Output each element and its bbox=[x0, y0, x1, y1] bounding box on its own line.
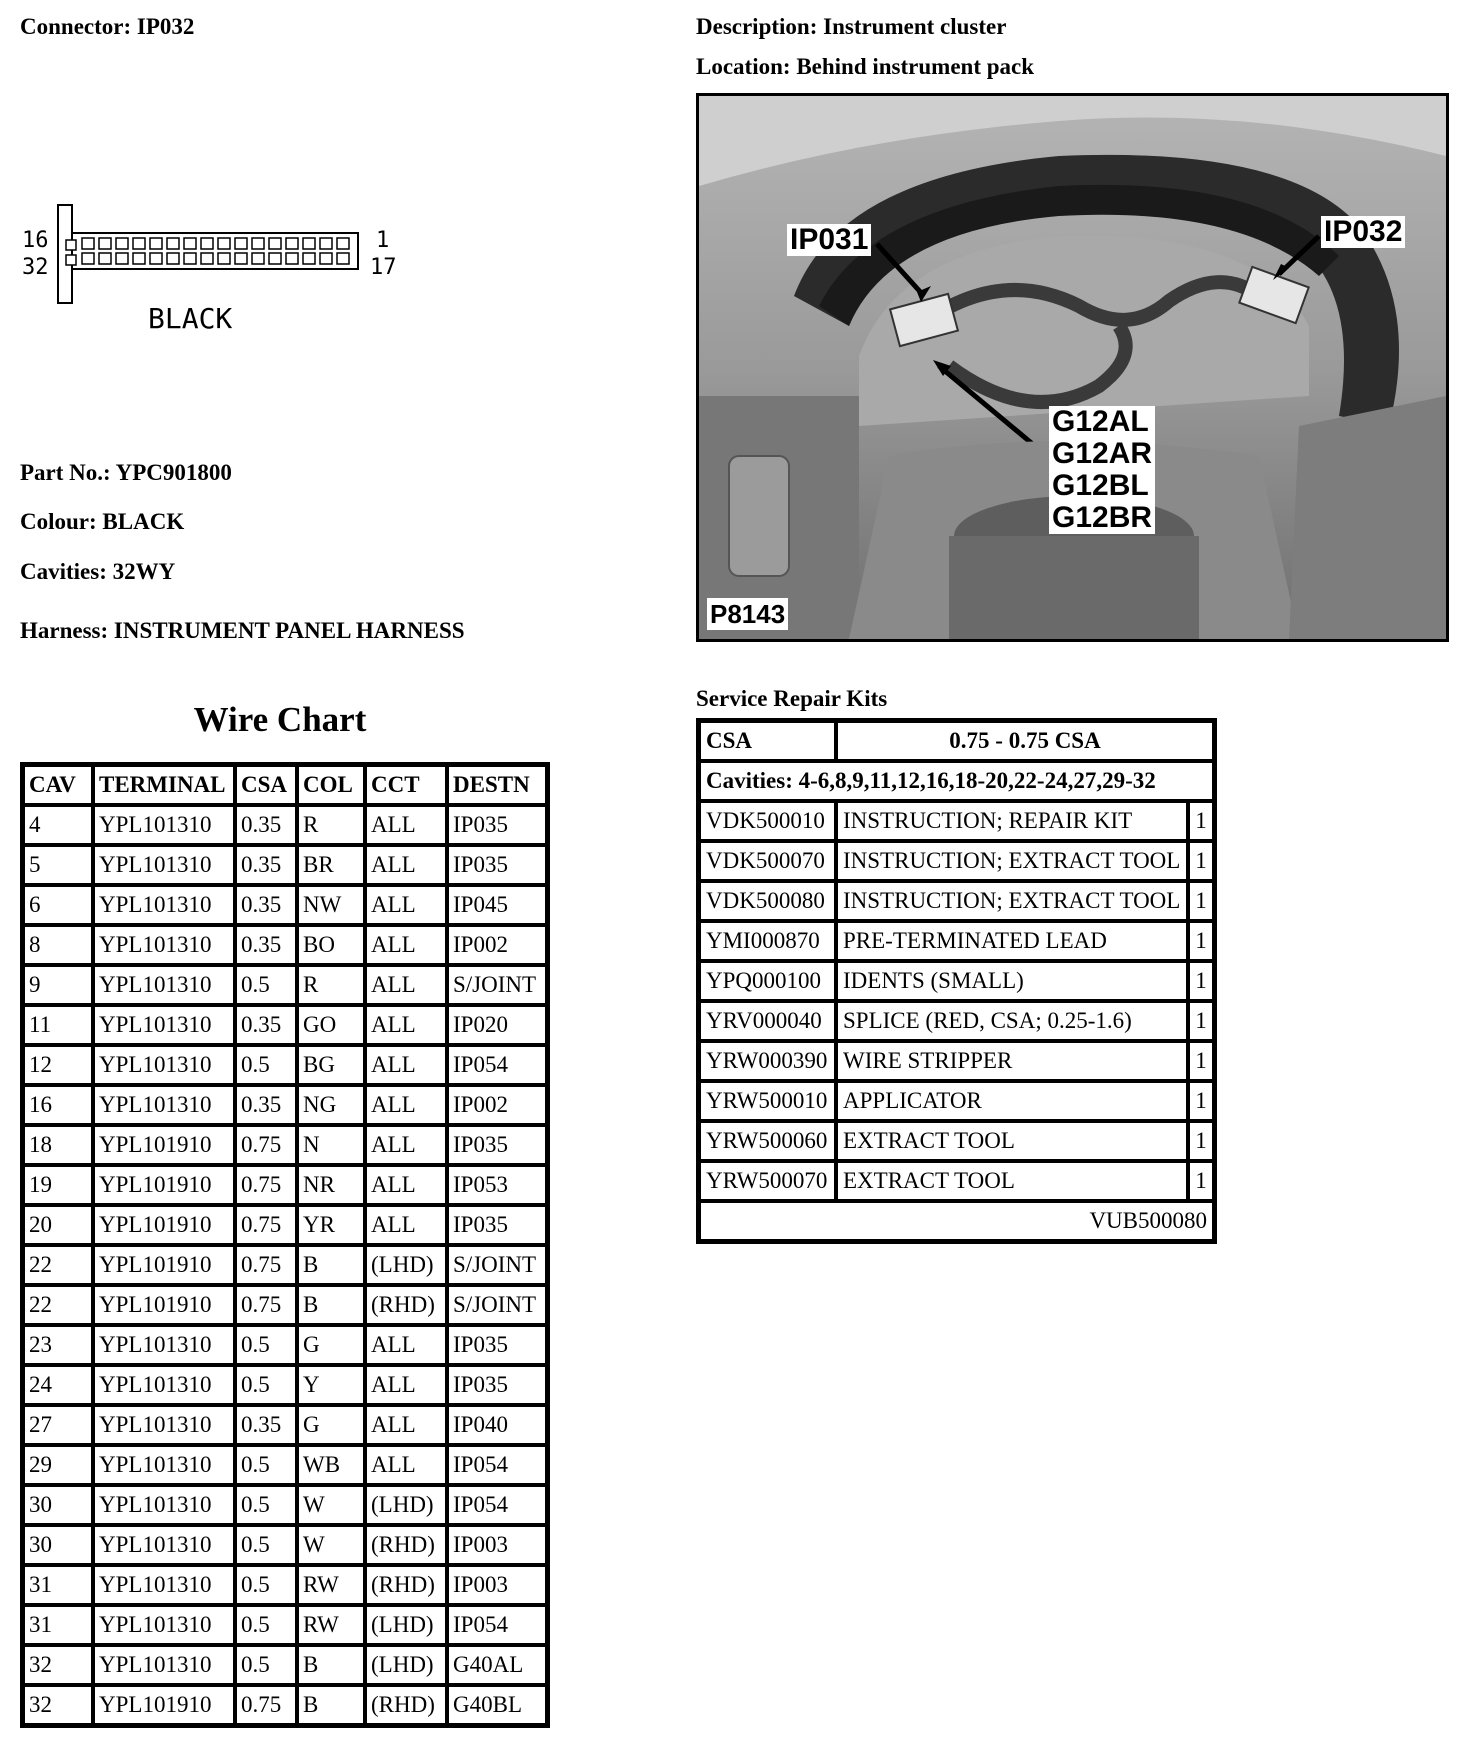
pin-cavity bbox=[116, 253, 128, 264]
wire-cell-col: Y bbox=[297, 1365, 365, 1405]
wire-cell-col: BR bbox=[297, 845, 365, 885]
pin-cavity bbox=[201, 253, 213, 264]
wire-row bbox=[23, 1445, 547, 1485]
wire-cell-terminal: YPL101310 bbox=[93, 1085, 235, 1125]
wire-cell-col: B bbox=[297, 1285, 365, 1325]
wire-row bbox=[23, 1685, 547, 1725]
wire-cell-csa: 0.75 bbox=[235, 1125, 297, 1165]
wire-cell-cct: ALL bbox=[365, 1365, 447, 1405]
wire-cell-cct: ALL bbox=[365, 845, 447, 885]
kit-cell-qty: 1 bbox=[1188, 881, 1214, 921]
callout-ground-group bbox=[1049, 406, 1155, 534]
wire-row bbox=[23, 1645, 547, 1685]
wire-cell-cct: ALL bbox=[365, 1445, 447, 1485]
kit-cell-description: PRE-TERMINATED LEAD bbox=[836, 921, 1188, 961]
pin-cavity bbox=[337, 238, 349, 249]
wire-cell-destn: IP020 bbox=[447, 1005, 547, 1045]
wire-cell-cav: 32 bbox=[23, 1685, 93, 1725]
wire-cell-cct: ALL bbox=[365, 1005, 447, 1045]
wire-cell-cav: 16 bbox=[23, 1085, 93, 1125]
kit-cell-part: YRW500060 bbox=[699, 1121, 836, 1161]
pin-grid bbox=[82, 238, 349, 264]
pin-cavity bbox=[82, 238, 94, 249]
wire-cell-cav: 19 bbox=[23, 1165, 93, 1205]
wire-cell-destn: IP035 bbox=[447, 805, 547, 845]
kit-cell-description: INSTRUCTION; EXTRACT TOOL bbox=[836, 841, 1188, 881]
wire-cell-cct: ALL bbox=[365, 1125, 447, 1165]
kit-cell-part: YRW000390 bbox=[699, 1041, 836, 1081]
kit-item-row bbox=[699, 841, 1214, 881]
pin-cavity bbox=[184, 253, 196, 264]
pin-cavity bbox=[167, 238, 179, 249]
harness-label: Harness: bbox=[20, 618, 109, 643]
wire-cell-csa: 0.35 bbox=[235, 885, 297, 925]
pin-label-top-left: 16 bbox=[22, 228, 49, 253]
wire-cell-destn: IP054 bbox=[447, 1485, 547, 1525]
wire-cell-csa: 0.5 bbox=[235, 1645, 297, 1685]
kit-cell-part: VDK500010 bbox=[699, 801, 836, 841]
pin-cavity bbox=[82, 253, 94, 264]
kit-cell-description: EXTRACT TOOL bbox=[836, 1121, 1188, 1161]
pin-cavity bbox=[252, 238, 264, 249]
wire-cell-destn: IP054 bbox=[447, 1045, 547, 1085]
wire-row bbox=[23, 1205, 547, 1245]
kit-cell-qty: 1 bbox=[1188, 801, 1214, 841]
pin-cavity bbox=[133, 238, 145, 249]
kit-cell-qty: 1 bbox=[1188, 841, 1214, 881]
wire-chart-header-row bbox=[23, 765, 547, 805]
kit-cell-part: YRW500070 bbox=[699, 1161, 836, 1201]
wire-cell-col: N bbox=[297, 1125, 365, 1165]
wire-cell-terminal: YPL101310 bbox=[93, 845, 235, 885]
cavities-label: Cavities: bbox=[20, 559, 107, 584]
wire-cell-terminal: YPL101310 bbox=[93, 1485, 235, 1525]
pin-label-bottom-right: 17 bbox=[370, 255, 397, 280]
instrument-cluster-photo bbox=[696, 93, 1449, 642]
pin-cavity bbox=[167, 253, 179, 264]
wire-cell-cct: (LHD) bbox=[365, 1605, 447, 1645]
wire-cell-cct: ALL bbox=[365, 1165, 447, 1205]
kit-item-row bbox=[699, 1081, 1214, 1121]
wire-row bbox=[23, 1325, 547, 1365]
wire-row bbox=[23, 925, 547, 965]
wire-cell-destn: IP054 bbox=[447, 1445, 547, 1485]
wire-row bbox=[23, 1565, 547, 1605]
kit-cell-description: INSTRUCTION; EXTRACT TOOL bbox=[836, 881, 1188, 921]
wire-cell-cav: 18 bbox=[23, 1125, 93, 1165]
wire-cell-terminal: YPL101910 bbox=[93, 1125, 235, 1165]
kit-item-row bbox=[699, 881, 1214, 921]
wire-cell-destn: IP054 bbox=[447, 1605, 547, 1645]
photo-illustration bbox=[699, 96, 1446, 639]
wire-cell-cct: (RHD) bbox=[365, 1525, 447, 1565]
wire-cell-csa: 0.75 bbox=[235, 1205, 297, 1245]
wire-row bbox=[23, 1125, 547, 1165]
kit-cell-qty: 1 bbox=[1188, 961, 1214, 1001]
pin-cavity bbox=[99, 238, 111, 249]
callout-g12br: G12BR bbox=[1052, 501, 1153, 534]
wire-cell-csa: 0.5 bbox=[235, 1565, 297, 1605]
wire-cell-terminal: YPL101310 bbox=[93, 1565, 235, 1605]
wire-cell-terminal: YPL101310 bbox=[93, 1045, 235, 1085]
wire-cell-cav: 4 bbox=[23, 805, 93, 845]
wire-cell-terminal: YPL101310 bbox=[93, 1325, 235, 1365]
callout-g12al: G12AL bbox=[1052, 406, 1152, 438]
pin-cavity bbox=[218, 253, 230, 264]
wire-cell-terminal: YPL101310 bbox=[93, 1645, 235, 1685]
wire-cell-cav: 30 bbox=[23, 1525, 93, 1565]
wire-cell-col: NR bbox=[297, 1165, 365, 1205]
kit-cell-qty: 1 bbox=[1188, 921, 1214, 961]
wire-cell-cav: 30 bbox=[23, 1485, 93, 1525]
wire-cell-cct: ALL bbox=[365, 1325, 447, 1365]
kit-cell-description: SPLICE (RED, CSA; 0.25-1.6) bbox=[836, 1001, 1188, 1041]
kit-cell-part: VDK500080 bbox=[699, 881, 836, 921]
wire-cell-terminal: YPL101310 bbox=[93, 1405, 235, 1445]
pin-cavity bbox=[303, 238, 315, 249]
connector-value: IP032 bbox=[136, 14, 195, 39]
wire-cell-cav: 22 bbox=[23, 1285, 93, 1325]
wire-cell-csa: 0.75 bbox=[235, 1165, 297, 1205]
kit-number: VUB500080 bbox=[699, 1201, 1214, 1241]
wire-row bbox=[23, 1405, 547, 1445]
wire-cell-destn: IP035 bbox=[447, 1365, 547, 1405]
colour-line bbox=[20, 509, 184, 535]
wire-cell-cct: ALL bbox=[365, 885, 447, 925]
wire-cell-destn: IP035 bbox=[447, 1205, 547, 1245]
pin-cavity bbox=[116, 238, 128, 249]
header-destn: DESTN bbox=[447, 765, 547, 805]
wire-cell-terminal: YPL101910 bbox=[93, 1285, 235, 1325]
wire-cell-col: BG bbox=[297, 1045, 365, 1085]
kit-cell-part: YPQ000100 bbox=[699, 961, 836, 1001]
pin-label-bottom-left: 32 bbox=[22, 255, 49, 280]
connector-heading bbox=[20, 14, 194, 40]
wire-cell-col: R bbox=[297, 805, 365, 845]
wire-cell-cav: 29 bbox=[23, 1445, 93, 1485]
header-cct: CCT bbox=[365, 765, 447, 805]
wire-cell-col: BO bbox=[297, 925, 365, 965]
wire-cell-cct: (LHD) bbox=[365, 1245, 447, 1285]
pin-cavity bbox=[320, 253, 332, 264]
part-no-label: Part No.: bbox=[20, 460, 111, 485]
kit-cell-part: YMI000870 bbox=[699, 921, 836, 961]
header-csa: CSA bbox=[235, 765, 297, 805]
wire-cell-terminal: YPL101310 bbox=[93, 805, 235, 845]
kit-cell-part: YRW500010 bbox=[699, 1081, 836, 1121]
pin-cavity bbox=[235, 238, 247, 249]
wire-cell-cav: 5 bbox=[23, 845, 93, 885]
wire-row bbox=[23, 1045, 547, 1085]
kit-cell-description: APPLICATOR bbox=[836, 1081, 1188, 1121]
wire-chart-title: Wire Chart bbox=[193, 700, 367, 739]
wire-cell-destn: G40AL bbox=[447, 1645, 547, 1685]
wire-cell-col: W bbox=[297, 1525, 365, 1565]
wire-cell-terminal: YPL101310 bbox=[93, 1525, 235, 1565]
connector-face-drawing bbox=[18, 200, 418, 340]
pin-cavity bbox=[252, 253, 264, 264]
pin-cavity bbox=[133, 253, 145, 264]
wire-cell-cct: (LHD) bbox=[365, 1485, 447, 1525]
wire-cell-cav: 27 bbox=[23, 1405, 93, 1445]
wire-cell-csa: 0.75 bbox=[235, 1245, 297, 1285]
wire-cell-cct: ALL bbox=[365, 1085, 447, 1125]
wire-cell-destn: G40BL bbox=[447, 1685, 547, 1725]
kits-cavities-row bbox=[699, 761, 1214, 801]
wire-cell-cav: 9 bbox=[23, 965, 93, 1005]
wire-cell-destn: IP053 bbox=[447, 1165, 547, 1205]
wire-row bbox=[23, 1245, 547, 1285]
wire-cell-csa: 0.35 bbox=[235, 925, 297, 965]
wire-cell-cav: 6 bbox=[23, 885, 93, 925]
pin-cavity bbox=[218, 238, 230, 249]
wire-row bbox=[23, 965, 547, 1005]
wire-cell-col: W bbox=[297, 1485, 365, 1525]
kit-item-row bbox=[699, 1001, 1214, 1041]
wire-cell-terminal: YPL101310 bbox=[93, 965, 235, 1005]
wire-cell-csa: 0.35 bbox=[235, 1405, 297, 1445]
wire-cell-cct: ALL bbox=[365, 1205, 447, 1245]
wire-cell-col: GO bbox=[297, 1005, 365, 1045]
wire-cell-csa: 0.75 bbox=[235, 1685, 297, 1725]
header-terminal: TERMINAL bbox=[93, 765, 235, 805]
wire-cell-cct: ALL bbox=[365, 1405, 447, 1445]
kit-item-row bbox=[699, 1161, 1214, 1201]
wire-cell-cct: (RHD) bbox=[365, 1685, 447, 1725]
wire-cell-destn: IP002 bbox=[447, 925, 547, 965]
pin-cavity bbox=[150, 253, 162, 264]
wire-row bbox=[23, 805, 547, 845]
kits-csa-row bbox=[699, 721, 1214, 761]
wire-row bbox=[23, 1005, 547, 1045]
kit-cell-part: YRV000040 bbox=[699, 1001, 836, 1041]
wire-row bbox=[23, 1605, 547, 1645]
wire-cell-col: WB bbox=[297, 1445, 365, 1485]
wire-cell-col: G bbox=[297, 1325, 365, 1365]
pin-cavity bbox=[269, 253, 281, 264]
wire-cell-destn: IP035 bbox=[447, 1125, 547, 1165]
wire-chart-table bbox=[20, 762, 550, 1728]
wire-cell-cav: 32 bbox=[23, 1645, 93, 1685]
wire-row bbox=[23, 1485, 547, 1525]
connector-colour-label: BLACK bbox=[148, 302, 233, 335]
wire-row bbox=[23, 1525, 547, 1565]
wire-cell-terminal: YPL101910 bbox=[93, 1165, 235, 1205]
callout-g12bl: G12BL bbox=[1052, 470, 1152, 502]
wire-row bbox=[23, 1285, 547, 1325]
wire-cell-terminal: YPL101310 bbox=[93, 885, 235, 925]
wire-cell-cav: 23 bbox=[23, 1325, 93, 1365]
kits-cavities-text: Cavities: 4-6,8,9,11,12,16,18-20,22-24,27,29-32 bbox=[699, 761, 1214, 801]
pin-cavity bbox=[184, 238, 196, 249]
wire-cell-terminal: YPL101910 bbox=[93, 1205, 235, 1245]
kit-cell-qty: 1 bbox=[1188, 1121, 1214, 1161]
wire-row bbox=[23, 1165, 547, 1205]
description-value: Instrument cluster bbox=[823, 14, 1007, 39]
wire-cell-terminal: YPL101910 bbox=[93, 1245, 235, 1285]
location-label: Location: bbox=[696, 54, 791, 79]
pin-cavity bbox=[201, 238, 213, 249]
wire-cell-cav: 22 bbox=[23, 1245, 93, 1285]
wire-cell-csa: 0.35 bbox=[235, 1005, 297, 1045]
wire-cell-destn: IP002 bbox=[447, 1085, 547, 1125]
kit-item-row bbox=[699, 921, 1214, 961]
wire-cell-destn: IP035 bbox=[447, 845, 547, 885]
kits-csa-value: 0.75 - 0.75 CSA bbox=[836, 721, 1214, 761]
wire-row bbox=[23, 1085, 547, 1125]
service-repair-kits-title: Service Repair Kits bbox=[696, 686, 888, 711]
harness-line bbox=[20, 618, 465, 644]
wire-cell-col: NG bbox=[297, 1085, 365, 1125]
wire-cell-csa: 0.75 bbox=[235, 1285, 297, 1325]
kit-cell-qty: 1 bbox=[1188, 1081, 1214, 1121]
wire-cell-col: RW bbox=[297, 1565, 365, 1605]
wire-cell-csa: 0.5 bbox=[235, 1445, 297, 1485]
kit-cell-description: INSTRUCTION; REPAIR KIT bbox=[836, 801, 1188, 841]
callout-ip032: IP032 bbox=[1321, 216, 1405, 248]
wire-row bbox=[23, 845, 547, 885]
wire-cell-col: B bbox=[297, 1685, 365, 1725]
wire-cell-cav: 24 bbox=[23, 1365, 93, 1405]
pin-cavity bbox=[303, 253, 315, 264]
wire-cell-col: R bbox=[297, 965, 365, 1005]
kit-cell-description: IDENTS (SMALL) bbox=[836, 961, 1188, 1001]
kit-cell-qty: 1 bbox=[1188, 1041, 1214, 1081]
wire-cell-col: NW bbox=[297, 885, 365, 925]
wire-cell-csa: 0.35 bbox=[235, 1085, 297, 1125]
kit-item-row bbox=[699, 961, 1214, 1001]
wire-cell-terminal: YPL101310 bbox=[93, 1005, 235, 1045]
cavities-value: 32WY bbox=[112, 559, 176, 584]
callout-ip031: IP031 bbox=[787, 224, 871, 256]
kit-cell-qty: 1 bbox=[1188, 1001, 1214, 1041]
wire-cell-cct: ALL bbox=[365, 805, 447, 845]
kit-item-row bbox=[699, 801, 1214, 841]
wire-cell-cav: 31 bbox=[23, 1565, 93, 1605]
callout-g12ar: G12AR bbox=[1052, 437, 1153, 470]
wire-cell-destn: S/JOINT bbox=[447, 965, 547, 1005]
wire-cell-col: G bbox=[297, 1405, 365, 1445]
wire-cell-terminal: YPL101310 bbox=[93, 1605, 235, 1645]
wire-cell-terminal: YPL101310 bbox=[93, 1365, 235, 1405]
kit-cell-description: EXTRACT TOOL bbox=[836, 1161, 1188, 1201]
wire-cell-csa: 0.35 bbox=[235, 805, 297, 845]
wire-cell-csa: 0.35 bbox=[235, 845, 297, 885]
wire-cell-csa: 0.5 bbox=[235, 1365, 297, 1405]
pin-cavity bbox=[99, 253, 111, 264]
wire-cell-destn: S/JOINT bbox=[447, 1245, 547, 1285]
kits-footer-row bbox=[699, 1201, 1214, 1241]
wire-cell-cct: (RHD) bbox=[365, 1285, 447, 1325]
cavities-line bbox=[20, 559, 175, 585]
wire-cell-terminal: YPL101310 bbox=[93, 925, 235, 965]
kit-item-row bbox=[699, 1041, 1214, 1081]
connector-label: Connector: bbox=[20, 14, 132, 39]
pin-cavity bbox=[269, 238, 281, 249]
colour-value: BLACK bbox=[102, 509, 185, 534]
wire-chart-body bbox=[23, 805, 547, 1725]
pin-cavity bbox=[286, 238, 298, 249]
pin-cavity bbox=[337, 253, 349, 264]
wire-cell-col: RW bbox=[297, 1605, 365, 1645]
wire-cell-cct: (RHD) bbox=[365, 1565, 447, 1605]
figure-id: P8143 bbox=[707, 598, 788, 630]
pin-cavity bbox=[286, 253, 298, 264]
wire-cell-cav: 12 bbox=[23, 1045, 93, 1085]
wire-cell-cct: ALL bbox=[365, 965, 447, 1005]
wire-row bbox=[23, 885, 547, 925]
wire-cell-csa: 0.5 bbox=[235, 1605, 297, 1645]
header-cav: CAV bbox=[23, 765, 93, 805]
wire-row bbox=[23, 1365, 547, 1405]
wire-cell-csa: 0.5 bbox=[235, 1325, 297, 1365]
wire-cell-cav: 8 bbox=[23, 925, 93, 965]
service-repair-kits-table bbox=[696, 718, 1217, 1244]
wire-cell-destn: IP035 bbox=[447, 1325, 547, 1365]
part-no-value: YPC901800 bbox=[115, 460, 232, 485]
connector-diagram bbox=[18, 200, 418, 340]
wire-cell-col: YR bbox=[297, 1205, 365, 1245]
wire-cell-destn: IP040 bbox=[447, 1405, 547, 1445]
harness-value: INSTRUMENT PANEL HARNESS bbox=[113, 618, 465, 643]
wire-cell-csa: 0.5 bbox=[235, 1045, 297, 1085]
wire-cell-destn: S/JOINT bbox=[447, 1285, 547, 1325]
description-heading bbox=[696, 14, 1006, 40]
kit-cell-part: VDK500070 bbox=[699, 841, 836, 881]
wire-cell-col: B bbox=[297, 1245, 365, 1285]
kit-item-row bbox=[699, 1121, 1214, 1161]
wire-cell-destn: IP003 bbox=[447, 1525, 547, 1565]
wire-cell-csa: 0.5 bbox=[235, 1485, 297, 1525]
wire-cell-terminal: YPL101310 bbox=[93, 1445, 235, 1485]
kits-csa-label: CSA bbox=[699, 721, 836, 761]
pin-label-top-right: 1 bbox=[376, 228, 390, 253]
wire-cell-destn: IP003 bbox=[447, 1565, 547, 1605]
wire-cell-cav: 11 bbox=[23, 1005, 93, 1045]
wire-cell-csa: 0.5 bbox=[235, 1525, 297, 1565]
wire-cell-cct: (LHD) bbox=[365, 1645, 447, 1685]
wire-cell-destn: IP045 bbox=[447, 885, 547, 925]
wire-cell-terminal: YPL101910 bbox=[93, 1685, 235, 1725]
wire-cell-csa: 0.5 bbox=[235, 965, 297, 1005]
wire-cell-cav: 20 bbox=[23, 1205, 93, 1245]
pin-cavity bbox=[150, 238, 162, 249]
wire-cell-cav: 31 bbox=[23, 1605, 93, 1645]
header-col: COL bbox=[297, 765, 365, 805]
kits-body bbox=[699, 721, 1214, 1201]
kit-cell-qty: 1 bbox=[1188, 1161, 1214, 1201]
wire-cell-cct: ALL bbox=[365, 925, 447, 965]
pin-cavity bbox=[235, 253, 247, 264]
pin-cavity bbox=[320, 238, 332, 249]
wire-cell-cct: ALL bbox=[365, 1045, 447, 1085]
colour-label: Colour: bbox=[20, 509, 97, 534]
location-heading bbox=[696, 54, 1034, 80]
kit-cell-description: WIRE STRIPPER bbox=[836, 1041, 1188, 1081]
description-label: Description: bbox=[696, 14, 818, 39]
wire-cell-col: B bbox=[297, 1645, 365, 1685]
part-no-line bbox=[20, 460, 232, 486]
location-value: Behind instrument pack bbox=[796, 54, 1035, 79]
